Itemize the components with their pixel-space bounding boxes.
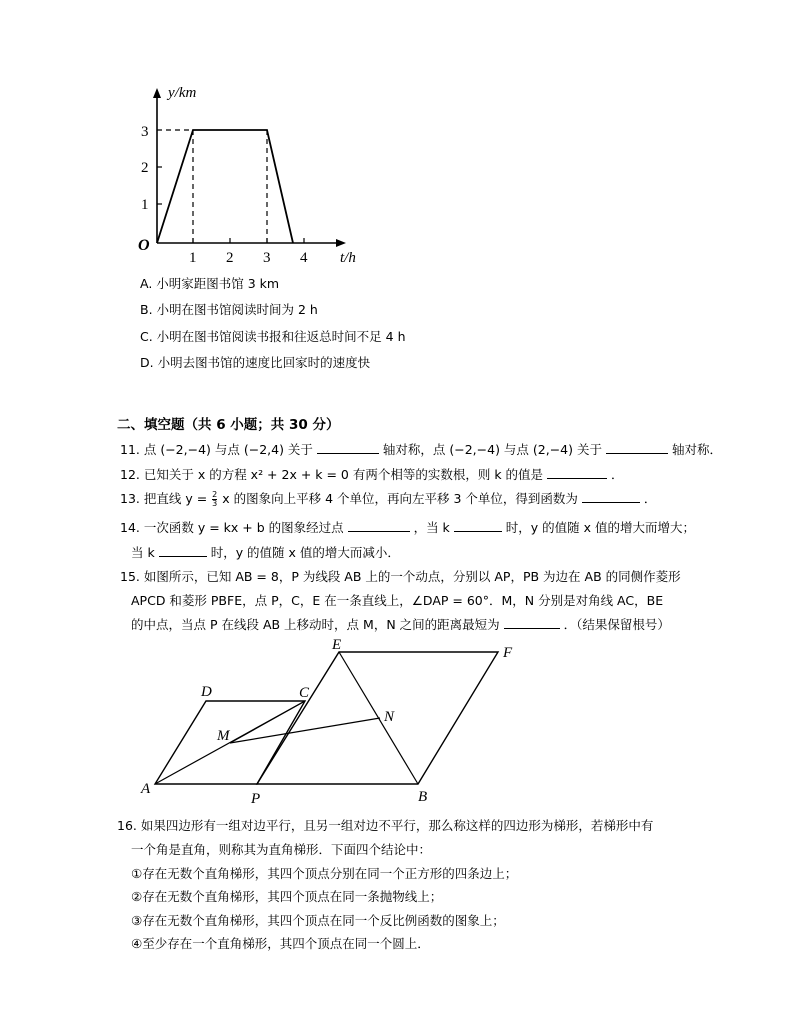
- q13-part-c: ．: [643, 491, 657, 506]
- q13-fraction-den: 3: [212, 499, 218, 508]
- x-tick-label-1: 1: [189, 250, 197, 266]
- q14-part-c: 时，y 的值随 x 值的增大而增大；: [505, 520, 695, 535]
- x-axis-label: t/h: [340, 250, 356, 266]
- q14-blank-1: [348, 519, 410, 532]
- q14-blank-2: [454, 519, 502, 532]
- label-a: A: [141, 781, 151, 797]
- label-b: B: [418, 789, 428, 805]
- question-12: [120, 465, 624, 483]
- q15-blank: [504, 616, 560, 629]
- question-15-line-2: APCD 和菱形 PBFE，点 P，C，E 在一条直线上，∠DAP = 60°．M，N 分别是对角线 AC，BE: [131, 593, 664, 608]
- label-n: N: [384, 709, 395, 725]
- option-c: C. 小明在图书馆阅读书报和往返总时间不足 4 h: [140, 329, 406, 344]
- q11-part-c: 轴对称．: [671, 442, 722, 457]
- q12-blank: [547, 466, 607, 479]
- y-tick-label-2: 2: [141, 160, 149, 176]
- question-11: [120, 440, 722, 458]
- option-a: A. 小明家距图书馆 3 km: [140, 276, 280, 291]
- question-14-line-2: [131, 543, 400, 561]
- question-14-line-1: [120, 518, 695, 536]
- question-15-line-3: [131, 615, 670, 633]
- y-tick-label-3: 3: [141, 124, 149, 140]
- q14-part-e: 时，y 的值随 x 值的增大而减小．: [210, 545, 400, 560]
- q14-part-d: 当 k: [131, 545, 155, 560]
- q14-part-b: ，当 k: [413, 520, 450, 535]
- rhombus-figure: [135, 633, 525, 808]
- label-m: M: [217, 728, 230, 744]
- question-13: [120, 489, 656, 508]
- q13-fraction: [212, 491, 217, 508]
- q16-statement-3: ③存在无数个直角梯形，其四个顶点在同一个反比例函数的图象上；: [131, 913, 505, 928]
- label-d: D: [201, 684, 212, 700]
- q11-blank-2: [606, 441, 668, 454]
- section-title: 二、填空题（共 6 小题；共 30 分）: [117, 417, 340, 433]
- x-tick-label-4: 4: [300, 250, 308, 266]
- label-p: P: [251, 791, 261, 807]
- q15-part-b: ．（结果保留根号）: [563, 617, 670, 632]
- q14-part-a: 14. 一次函数 y = kx + b 的图象经过点: [120, 520, 344, 535]
- q13-blank: [582, 490, 640, 503]
- question-16-line-2: 一个角是直角，则称其为直角梯形．下面四个结论中：: [131, 842, 432, 857]
- q11-blank-1: [317, 441, 379, 454]
- label-c: C: [299, 685, 310, 701]
- q12-part-b: ．: [611, 467, 624, 482]
- q11-part-b: 轴对称，点 (−2,−4) 与点 (2,−4) 关于: [382, 442, 602, 457]
- x-tick-label-3: 3: [263, 250, 271, 266]
- q13-part-a: 13. 把直线 y =: [120, 491, 208, 506]
- label-f: F: [503, 645, 513, 661]
- q16-statement-4: ④至少存在一个直角梯形，其四个顶点在同一个圆上．: [131, 936, 430, 951]
- x-tick-label-2: 2: [226, 250, 234, 266]
- distance-time-graph: [130, 80, 370, 270]
- q14-blank-3: [159, 544, 207, 557]
- x-axis-arrow: [336, 239, 346, 247]
- q12-part-a: 12. 已知关于 x 的方程 x² + 2x + k = 0 有两个相等的实数根，则 k 的值是: [120, 467, 544, 482]
- y-tick-label-1: 1: [141, 197, 149, 213]
- q16-statement-1: ①存在无数个直角梯形，其四个顶点分别在同一个正方形的四条边上；: [131, 866, 518, 881]
- q13-part-b: x 的图象向上平移 4 个单位，再向左平移 3 个单位，得到函数为: [222, 491, 578, 506]
- question-15-line-1: 15. 如图所示，已知 AB = 8，P 为线段 AB 上的一个动点，分别以 AP，PB 为边在 AB 的同侧作菱形: [120, 569, 681, 584]
- option-b: B. 小明在图书馆阅读时间为 2 h: [140, 302, 318, 317]
- q16-statement-2: ②存在无数个直角梯形，其四个顶点在同一条抛物线上；: [131, 889, 443, 904]
- question-16-line-1: 16. 如果四边形有一组对边平行，且另一组对边不平行，那么称这样的四边形为梯形，若梯形中有: [117, 818, 654, 833]
- distance-line: [157, 130, 293, 243]
- q15-part-a: 的中点，当点 P 在线段 AB 上移动时，点 M，N 之间的距离最短为: [131, 617, 500, 632]
- label-e: E: [332, 637, 342, 653]
- q11-part-a: 11. 点 (−2,−4) 与点 (−2,4) 关于: [120, 442, 313, 457]
- q13-fraction-num: 2: [212, 490, 218, 499]
- option-d: D. 小明去图书馆的速度比回家时的速度快: [140, 355, 371, 370]
- origin-label: O: [138, 237, 150, 254]
- y-axis-label: y/km: [168, 85, 197, 101]
- y-axis-arrow: [153, 88, 161, 98]
